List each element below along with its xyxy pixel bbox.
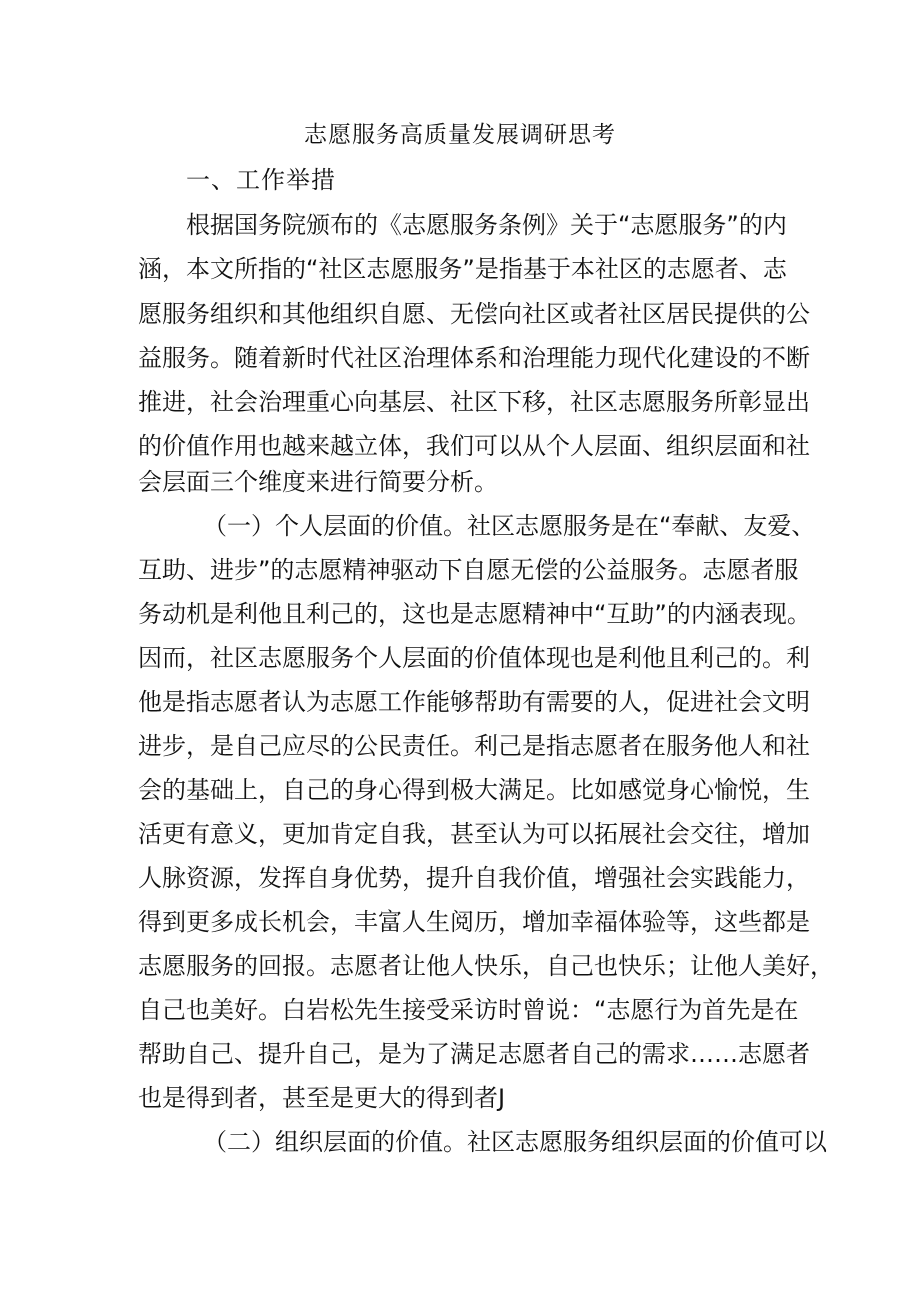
body-line: 的价值作用也越来越立体，我们可以从个人层面、组织层面和社: [138, 432, 810, 460]
body-line: 帮助自己、提升自己，是为了满足志愿者自己的需求……志愿者: [138, 1040, 810, 1068]
document-title: 志愿服务高质量发展调研思考: [304, 122, 616, 148]
body-line: 根据国务院颁布的《志愿服务条例》关于“志愿服务”的内: [186, 211, 787, 239]
body-line: 志愿服务的回报。志愿者让他人快乐，自己也快乐；让他人美好，: [138, 952, 834, 980]
body-line: 涵，本文所指的“社区志愿服务”是指基于本社区的志愿者、志: [138, 255, 787, 283]
body-line: （一）个人层面的价值。社区志愿服务是在“奉献、友爱、: [203, 512, 816, 540]
body-line: 会的基础上，自己的身心得到极大满足。比如感觉身心愉悦，生: [138, 776, 810, 804]
body-line: 务动机是利他且利己的，这也是志愿精神中“互助”的内涵表现。: [138, 600, 811, 628]
body-line: 因而，社区志愿服务个人层面的价值体现也是利他且利己的。利: [138, 644, 810, 672]
section-heading: 一、工作举措: [186, 166, 336, 194]
body-line: 愿服务组织和其他组织自愿、无偿向社区或者社区居民提供的公: [138, 300, 810, 328]
body-line: 得到更多成长机会，丰富人生阅历，增加幸福体验等，这些都是: [138, 908, 810, 936]
body-line: 人脉资源，发挥自身优势，提升自我价值，增强社会实践能力，: [138, 864, 810, 892]
body-line: 活更有意义，更加肯定自我，甚至认为可以拓展社会交往，增加: [138, 820, 810, 848]
body-line: 也是得到者，甚至是更大的得到者J: [138, 1084, 506, 1112]
body-line: 推进，社会治理重心向基层、社区下移，社区志愿服务所彰显出: [138, 388, 810, 416]
body-line: 他是指志愿者认为志愿工作能够帮助有需要的人，促进社会文明: [138, 688, 810, 716]
body-line: 自己也美好。白岩松先生接受采访时曾说：“志愿行为首先是在: [138, 996, 799, 1024]
body-line: 益服务。随着新时代社区治理体系和治理能力现代化建设的不断: [138, 344, 810, 372]
body-line: 互助、进步”的志愿精神驱动下自愿无偿的公益服务。志愿者服: [138, 556, 799, 584]
body-line: 进步，是自己应尽的公民责任。利己是指志愿者在服务他人和社: [138, 732, 810, 760]
body-line: 会层面三个维度来进行简要分析。: [138, 468, 498, 496]
body-line: （二）组织层面的价值。社区志愿服务组织层面的价值可以: [203, 1128, 827, 1156]
